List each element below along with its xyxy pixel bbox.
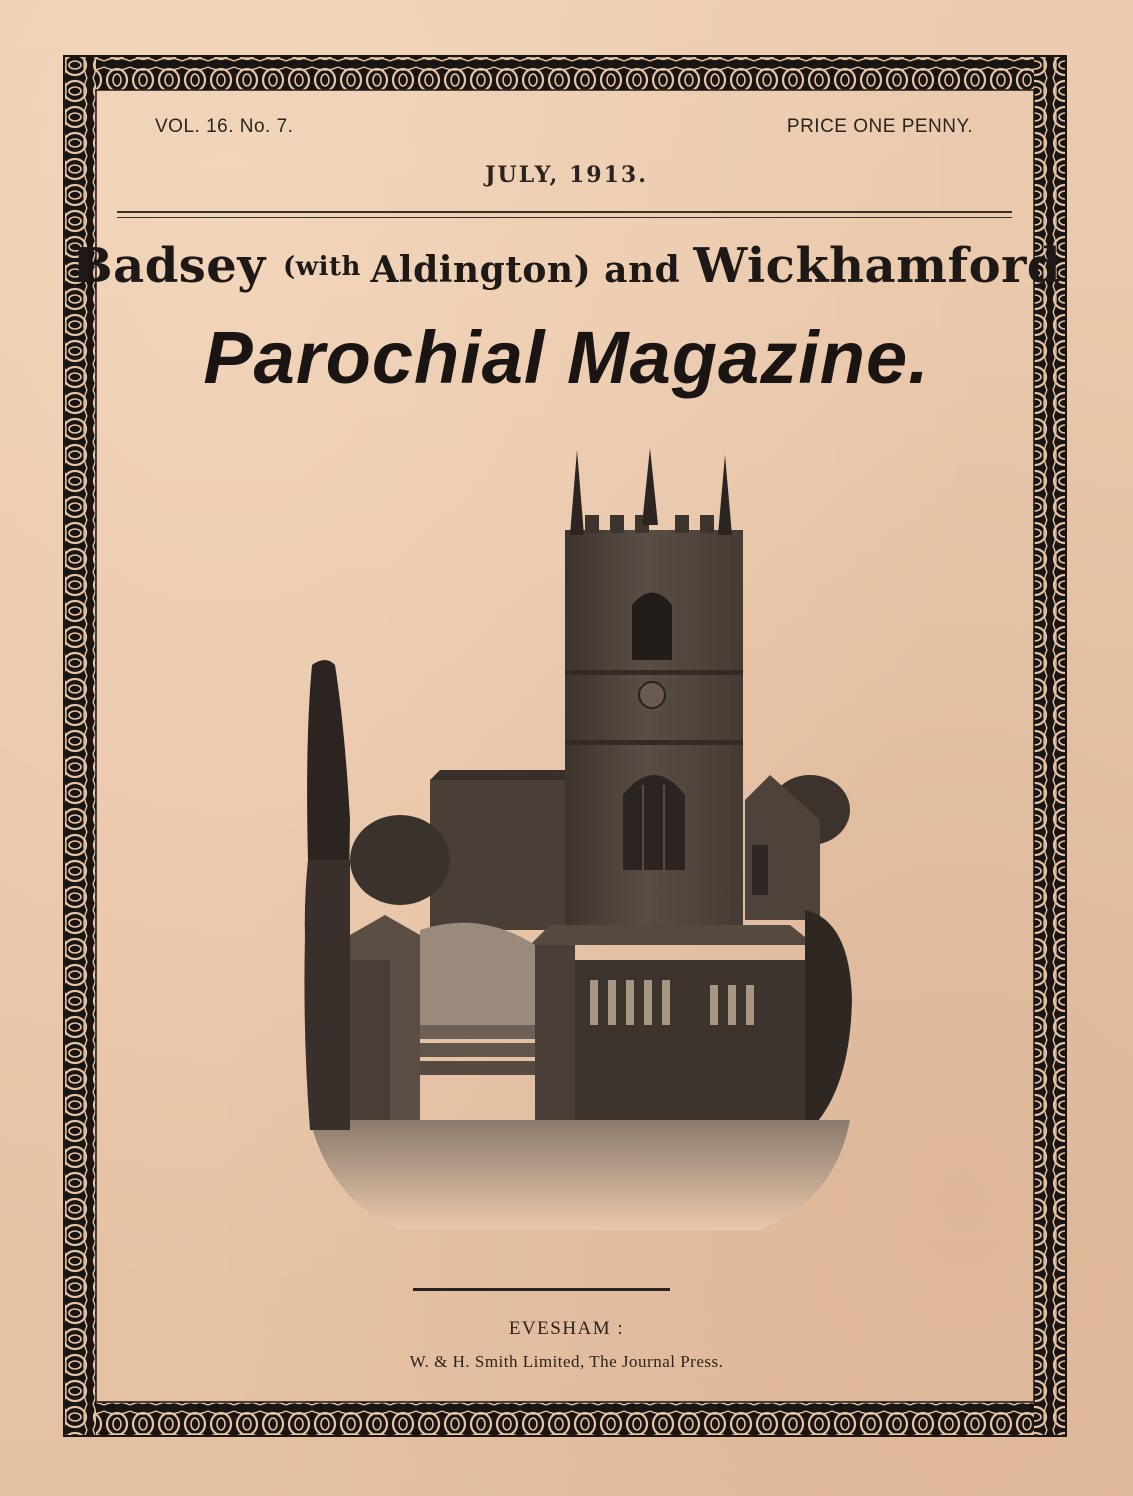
church-photograph xyxy=(290,440,860,1240)
masthead-title xyxy=(0,238,1133,294)
masthead-wickhamford: Wickhamford xyxy=(693,238,1061,294)
masthead-badsey: Badsey xyxy=(72,238,283,294)
footer-rule xyxy=(413,1288,670,1291)
header-rule xyxy=(117,211,1012,213)
header-rule-thin xyxy=(117,217,1012,218)
price-label: PRICE ONE PENNY. xyxy=(786,116,973,137)
masthead-subtitle: Parochial Magazine. xyxy=(203,316,930,399)
header-row xyxy=(155,116,973,142)
masthead-with: (with xyxy=(282,252,371,282)
publisher-line: W. & H. Smith Limited, The Journal Press. xyxy=(409,1352,724,1371)
issue-date: JULY, 1913. xyxy=(485,162,648,188)
masthead-aldington: Aldington) xyxy=(370,249,605,291)
publication-place: EVESHAM : xyxy=(508,1318,625,1339)
volume-number: VOL. 16. No. 7. xyxy=(155,116,294,137)
masthead-and: and xyxy=(604,249,694,291)
